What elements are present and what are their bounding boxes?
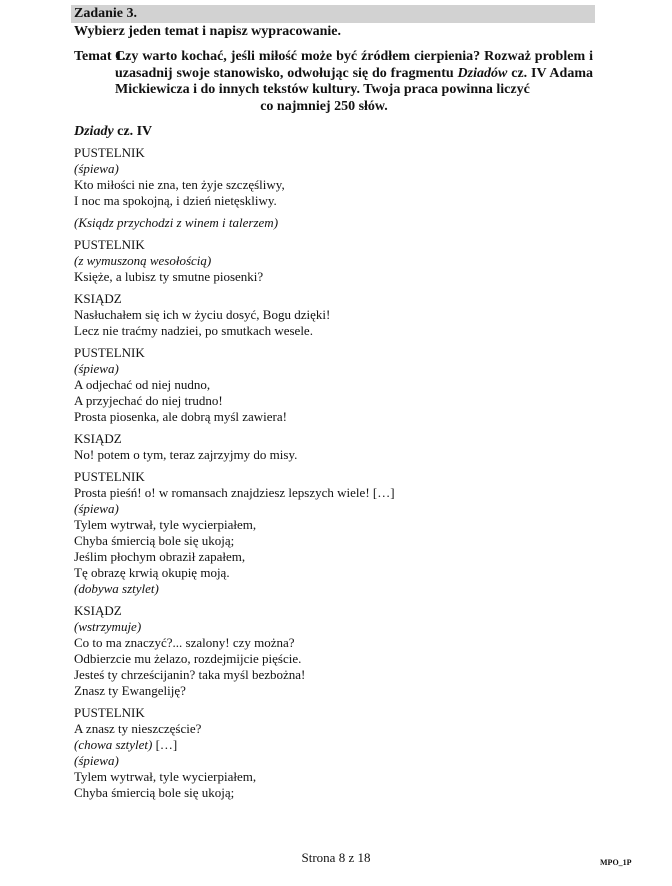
- excerpt-title-rest: cz. IV: [113, 124, 153, 139]
- verse-line: Znasz ty Ewangeliję?: [74, 683, 186, 698]
- excerpt-title-italic: Dziady: [74, 124, 114, 139]
- verse-line: Chyba śmiercią bole się ukoją;: [74, 785, 235, 800]
- page-number: Strona 8 z 18: [301, 850, 371, 865]
- speaker-name: PUSTELNIK: [74, 237, 145, 252]
- verse-line: Tę obrazę krwią okupię moją.: [74, 565, 230, 580]
- topic-text-before: Czy warto kochać, jeśli miłość może być źródłem cierpienia? Rozważ problem i uzasadnij swoje stanowisko, odwołując się do fragmentu: [115, 49, 593, 81]
- speaker-name: KSIĄDZ: [74, 291, 122, 306]
- verse-line: Prosta pieśń! o! w romansach znajdziesz lepszych wiele! […]: [74, 485, 395, 500]
- speaker-name: PUSTELNIK: [74, 705, 145, 720]
- stage-direction: (z wymuszoną wesołością): [74, 253, 212, 268]
- verse-line: Prosta piosenka, ale dobrą myśl zawiera!: [74, 409, 287, 424]
- task-header-bar: [71, 5, 595, 23]
- drama-block-3: [74, 237, 594, 285]
- topic-text-last: co najmniej 250 słów.: [260, 98, 388, 114]
- drama-block-2: [74, 215, 594, 231]
- omission-mark: […]: [152, 737, 178, 752]
- drama-block-4: [74, 291, 594, 339]
- verse-line: Księże, a lubisz ty smutne piosenki?: [74, 269, 264, 284]
- verse-line: I noc ma spokojną, i dzień nietęskliwy.: [74, 193, 277, 208]
- topic-work-title: Dziadów: [457, 65, 508, 81]
- verse-line: Kto miłości nie zna, ten żyje szczęśliwy,: [74, 177, 285, 192]
- stage-direction-line: [74, 737, 594, 753]
- speaker-name: PUSTELNIK: [74, 469, 145, 484]
- verse-line: Jesteś ty chrześcijanin? taka myśl bezbożna!: [74, 667, 306, 682]
- stage-direction: (śpiewa): [74, 361, 119, 376]
- verse-line: A znasz ty nieszczęście?: [74, 721, 202, 736]
- verse-line: Odbierzcie mu żelazo, rozdejmijcie pięście.: [74, 651, 302, 666]
- stage-direction: (dobywa sztylet): [74, 581, 159, 596]
- drama-block-8: [74, 603, 594, 699]
- stage-direction: (Ksiądz przychodzi z winem i talerzem): [74, 215, 279, 230]
- verse-line: Nasłuchałem się ich w życiu dosyć, Bogu dzięki!: [74, 307, 331, 322]
- stage-direction: (chowa sztylet): [74, 737, 153, 752]
- drama-excerpt: [74, 145, 594, 807]
- drama-block-5: [74, 345, 594, 425]
- speaker-name: KSIĄDZ: [74, 431, 122, 446]
- drama-block-1: [74, 145, 594, 209]
- verse-line: A odjechać od niej nudno,: [74, 377, 211, 392]
- verse-line: Chyba śmiercią bole się ukoją;: [74, 533, 235, 548]
- topic-text-after: cz. IV Adama Mickiewicza i do innych tekstów kultury. Twoja praca powinna liczyć: [115, 65, 593, 97]
- verse-line: Tylem wytrwał, tyle wycierpiałem,: [74, 769, 257, 784]
- stage-direction: (wstrzymuje): [74, 619, 142, 634]
- topic-text: [115, 49, 593, 115]
- verse-line: Lecz nie traćmy nadziei, po smutkach wesele.: [74, 323, 313, 338]
- verse-line: A przyjechać do niej trudno!: [74, 393, 223, 408]
- stage-direction: (śpiewa): [74, 161, 119, 176]
- task-instruction: Wybierz jeden temat i napisz wypracowanie.: [74, 24, 341, 39]
- verse-line: Jeślim płochym obraził zapałem,: [74, 549, 246, 564]
- speaker-name: KSIĄDZ: [74, 603, 122, 618]
- excerpt-title: [74, 123, 152, 140]
- speaker-name: PUSTELNIK: [74, 145, 145, 160]
- drama-block-7: [74, 469, 594, 597]
- stage-direction: (śpiewa): [74, 501, 119, 516]
- verse-line: Tylem wytrwał, tyle wycierpiałem,: [74, 517, 257, 532]
- stage-direction: (śpiewa): [74, 753, 119, 768]
- drama-block-9: [74, 705, 594, 801]
- topic-label: Temat 1.: [74, 49, 126, 64]
- verse-line: No! potem o tym, teraz zajrzyjmy do misy.: [74, 447, 298, 462]
- drama-block-6: [74, 431, 594, 463]
- task-title: Zadanie 3.: [74, 6, 138, 21]
- exam-code: MPO_1P: [600, 858, 632, 867]
- speaker-name: PUSTELNIK: [74, 345, 145, 360]
- verse-line: Co to ma znaczyć?... szalony! czy można?: [74, 635, 295, 650]
